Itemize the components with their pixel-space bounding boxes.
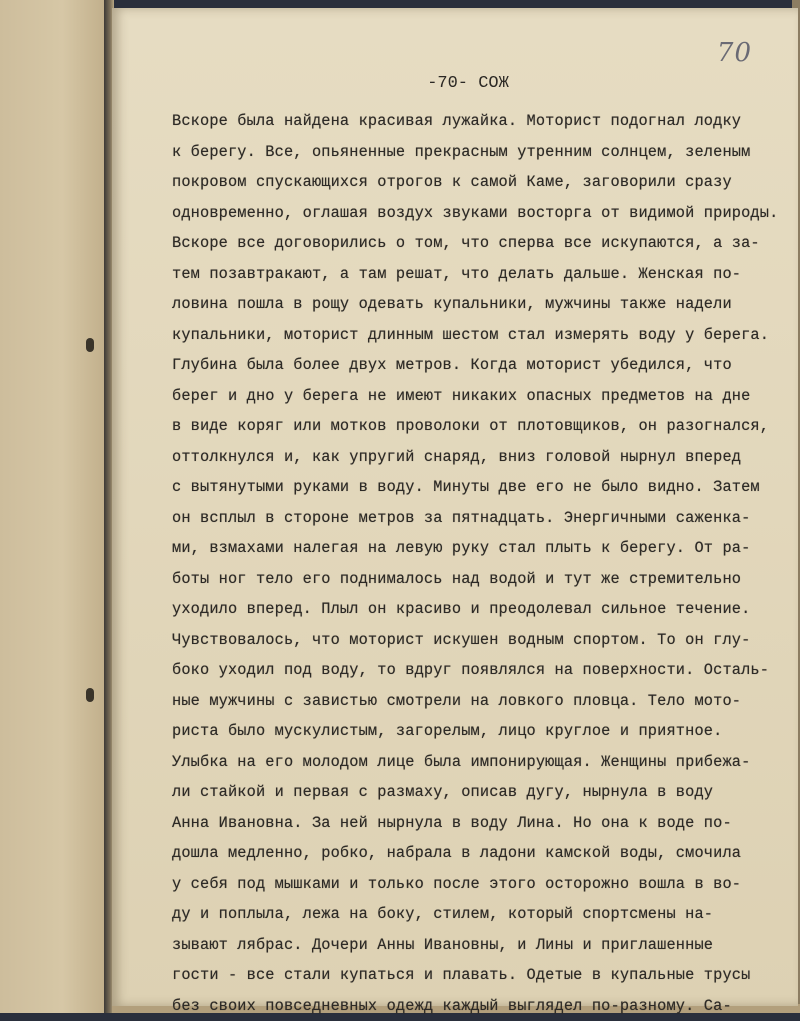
text-line: тем позавтракают, а там решат, что делать дальше. Женская по-: [172, 259, 772, 290]
document-page: [112, 8, 798, 1006]
text-line: с вытянутыми руками в воду. Минуты две его не было видно. Затем: [172, 472, 772, 503]
binding-hole: [86, 338, 94, 352]
text-line: он всплыл в стороне метров за пятнадцать. Энергичными саженка-: [172, 503, 772, 534]
text-line: гости - все стали купаться и плавать. Одетые в купальные трусы: [172, 960, 772, 991]
text-line: берег и дно у берега не имеют никаких опасных предметов на дне: [172, 381, 772, 412]
text-line: ду и поплыла, лежа на боку, стилем, который спортсмены на-: [172, 899, 772, 930]
text-line: одновременно, оглашая воздух звуками восторга от видимой природы.: [172, 198, 772, 229]
page-header: -70- СОЖ: [112, 74, 798, 93]
text-line: купальники, моторист длинным шестом стал измерять воду у берега.: [172, 320, 772, 351]
body-text: [172, 106, 772, 1021]
text-line: Чувствовалось, что моторист искушен водным спортом. То он глу-: [172, 625, 772, 656]
text-line: дошла медленно, робко, набрала в ладони камской воды, смочила: [172, 838, 772, 869]
text-line: покровом спускающихся отрогов к самой Каме, заговорили сразу: [172, 167, 772, 198]
text-line: зывают лябрас. Дочери Анны Ивановны, и Лины и приглашенные: [172, 930, 772, 961]
folio-number: 70: [717, 38, 752, 68]
text-line: Глубина была более двух метров. Когда моторист убедился, что: [172, 350, 772, 381]
text-line: Улыбка на его молодом лице была импонирующая. Женщины прибежа-: [172, 747, 772, 778]
text-line: риста было мускулистым, загорелым, лицо круглое и приятное.: [172, 716, 772, 747]
text-line: Вскоре была найдена красивая лужайка. Моторист подогнал лодку: [172, 106, 772, 137]
text-line: ловина пошла в рощу одевать купальники, мужчины также надели: [172, 289, 772, 320]
text-line: у себя под мышками и только после этого осторожно вошла в во-: [172, 869, 772, 900]
text-line: без своих повседневных одежд каждый выглядел по-разному. Са-: [172, 991, 772, 1021]
text-line: боты ног тело его поднималось над водой и тут же стремительно: [172, 564, 772, 595]
binding-hole: [86, 688, 94, 702]
text-line: боко уходил под воду, то вдруг появлялся на поверхности. Осталь-: [172, 655, 772, 686]
left-page: [0, 0, 106, 1013]
text-line: в виде коряг или мотков проволоки от плотовщиков, он разогнался,: [172, 411, 772, 442]
text-line: Вскоре все договорились о том, что сперва все искупаются, а за-: [172, 228, 772, 259]
text-line: уходило вперед. Плыл он красиво и преодолевал сильное течение.: [172, 594, 772, 625]
text-line: оттолкнулся и, как упругий снаряд, вниз головой нырнул вперед: [172, 442, 772, 473]
text-line: ли стайкой и первая с размаху, описав дугу, нырнула в воду: [172, 777, 772, 808]
text-line: ми, взмахами налегая на левую руку стал плыть к берегу. От ра-: [172, 533, 772, 564]
text-line: ные мужчины с завистью смотрели на ловкого пловца. Тело мото-: [172, 686, 772, 717]
text-line: Анна Ивановна. За ней нырнула в воду Лина. Но она к воде по-: [172, 808, 772, 839]
text-line: к берегу. Все, опьяненные прекрасным утренним солнцем, зеленым: [172, 137, 772, 168]
